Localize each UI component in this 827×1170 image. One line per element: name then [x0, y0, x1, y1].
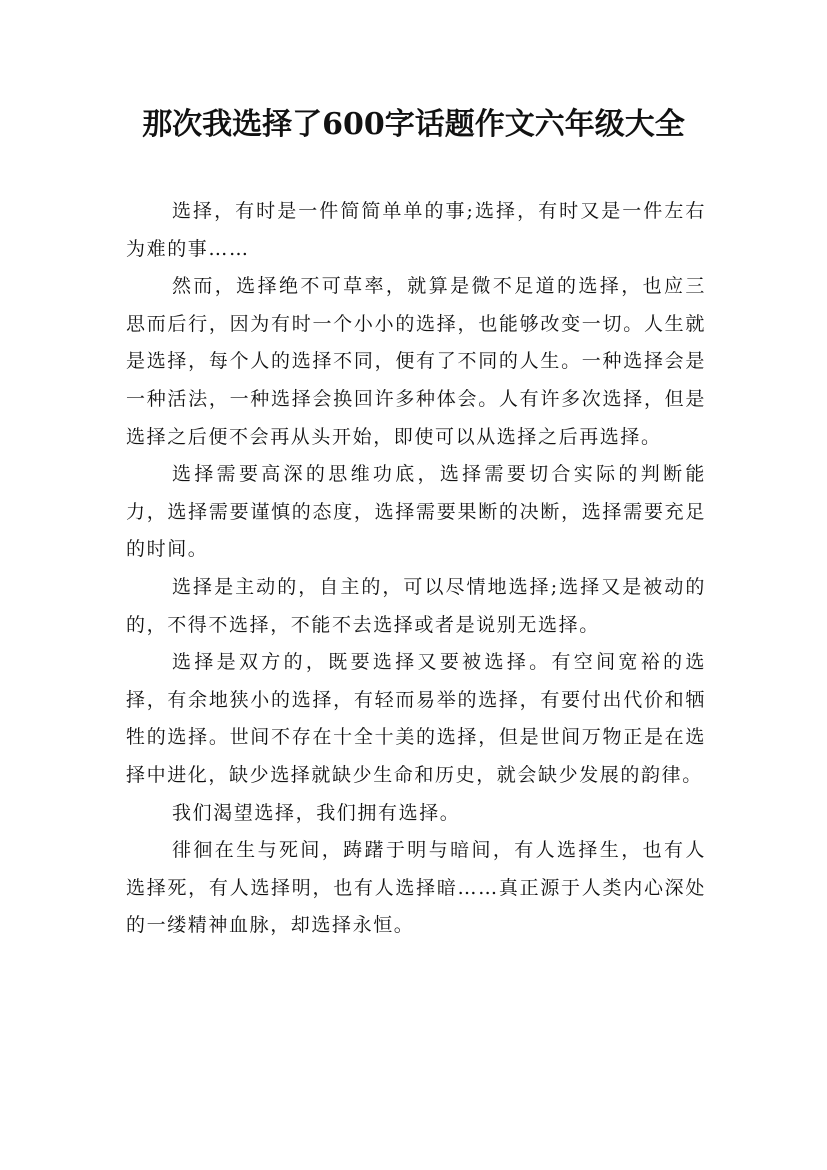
- paragraph-4: 选择是主动的，自主的，可以尽情地选择;选择又是被动的的，不得不选择，不能不去选择或者是说别无选择。: [126, 575, 706, 636]
- paragraph-6: 我们渴望选择，我们拥有选择。: [172, 801, 461, 824]
- paragraph-7: 徘徊在生与死间，踌躇于明与暗间，有人选择生，也有人选择死，有人选择明，也有人选择暗……真正源于人类内心深处的一缕精神血脉，却选择永恒。: [126, 839, 706, 937]
- paragraph-1: 选择，有时是一件简简单单的事;选择，有时又是一件左右为难的事……: [126, 200, 706, 260]
- paragraph-5: 选择是双方的，既要选择又要被选择。有空间宽裕的选择，有余地狭小的选择，有轻而易举的选择，有要付出代价和牺牲的选择。世间不存在十全十美的选择，但是世间万物正是在选择中进化，缺少选择就缺少生命和历史，就会缺少发展的韵律。: [126, 651, 706, 786]
- document-body: [126, 193, 706, 945]
- paragraph-2: 然而，选择绝不可草率，就算是微不足道的选择，也应三思而后行，因为有时一个小小的选择，也能够改变一切。人生就是选择，每个人的选择不同，便有了不同的人生。一种选择会是一种活法，一种选择会换回许多种体会。人有许多次选择，但是选择之后便不会再从头开始，即使可以从选择之后再选择。: [126, 275, 706, 448]
- document-title: 那次我选择了600字话题作文六年级大全: [142, 107, 685, 142]
- paragraph-3: 选择需要高深的思维功底，选择需要切合实际的判断能力，选择需要谨慎的态度，选择需要果断的决断，选择需要充足的时间。: [126, 463, 706, 561]
